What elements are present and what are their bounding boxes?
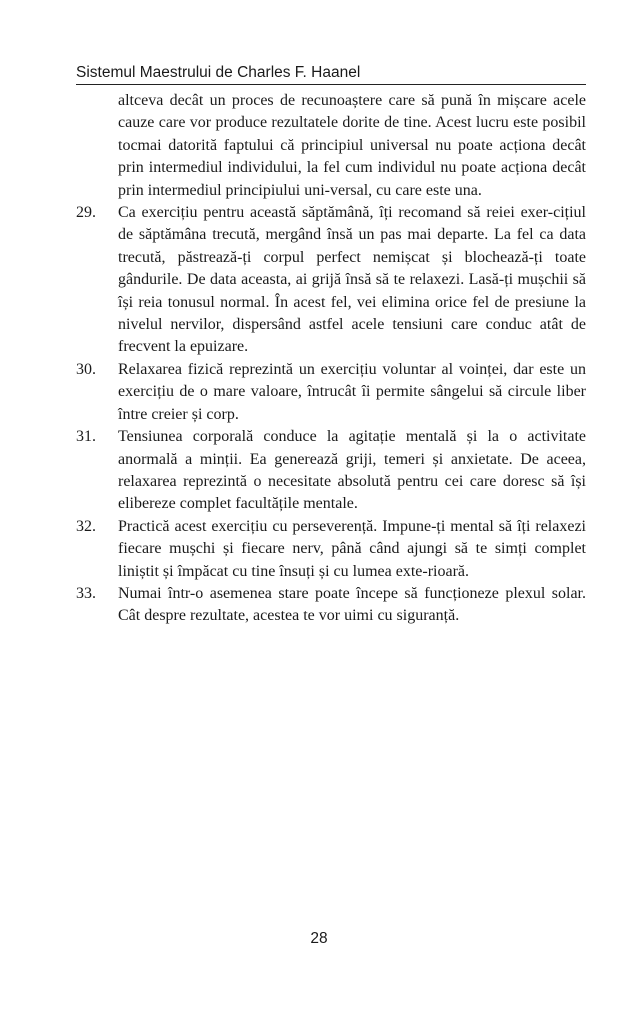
paragraph-text: Relaxarea fizică reprezintă un exercițiu voluntar al voinței, dar este un exercițiu de o mare valoare, întrucât îi permite sângelui să circule liber între creier și corp. — [118, 360, 586, 423]
paragraph-number: 32. — [76, 517, 96, 535]
paragraph-30 — [76, 359, 586, 426]
paragraph-continuation — [76, 90, 586, 202]
paragraph-32 — [76, 516, 586, 583]
paragraph-number: 30. — [76, 360, 96, 378]
running-header-title: Sistemul Maestrului de Charles F. Haanel — [76, 64, 361, 81]
page-number: 28 — [310, 930, 328, 947]
paragraph-29 — [76, 202, 586, 359]
paragraph-text: Numai într-o asemenea stare poate începe să funcționeze plexul solar. Cât despre rezultate, acestea te vor uimi cu siguranță. — [118, 584, 586, 625]
paragraph-text: Ca exercițiu pentru această săptămână, îți recomand să reiei exer-cițiul de săptămâna trecută, mergând însă un pas mai departe. La fel ca data trecută, păstrează-ți corpul perfect nemișcat și blochează-ți toate gândurile. De data aceasta, ai grijă însă să te relaxezi. Lasă-ți mușchii să își reia tonusul normal. În acest fel, vei elimina orice fel de presiune la nivelul nervilor, dispersând astfel acele tensiuni care conduc atât de frecvent la epuizare. — [118, 204, 586, 356]
paragraph-text: altceva decât un proces de recunoaștere care să pună în mișcare acele cauze care vor produce rezultatele dorite de tine. Acest lucru este posibil tocmai datorită faptului că principiul universal nu poate acționa decât prin intermediul individului, la fel cum individul nu poate acționa decât prin intermediul principiului uni-versal, cu care este una. — [118, 92, 586, 199]
page-body — [76, 90, 586, 628]
paragraph-number: 29. — [76, 204, 96, 222]
paragraph-31 — [76, 426, 586, 516]
paragraph-33 — [76, 583, 586, 628]
paragraph-number: 33. — [76, 584, 96, 602]
paragraph-number: 31. — [76, 428, 96, 446]
running-header — [76, 62, 586, 85]
paragraph-text: Tensiunea corporală conduce la agitație mentală și la o activitate anormală a minții. Ea generează griji, temeri și anxietate. De aceea, relaxarea reprezintă o necesitate absolută pentru cei care doresc să își elibereze complet facultățile mentale. — [118, 428, 586, 513]
paragraph-text: Practică acest exercițiu cu perseverență. Impune-ți mental să îți relaxezi fiecare mușchi și fiecare nerv, până când ajungi să te simți complet liniștit și împăcat cu tine însuți și cu lumea exte-rioară. — [118, 517, 586, 580]
